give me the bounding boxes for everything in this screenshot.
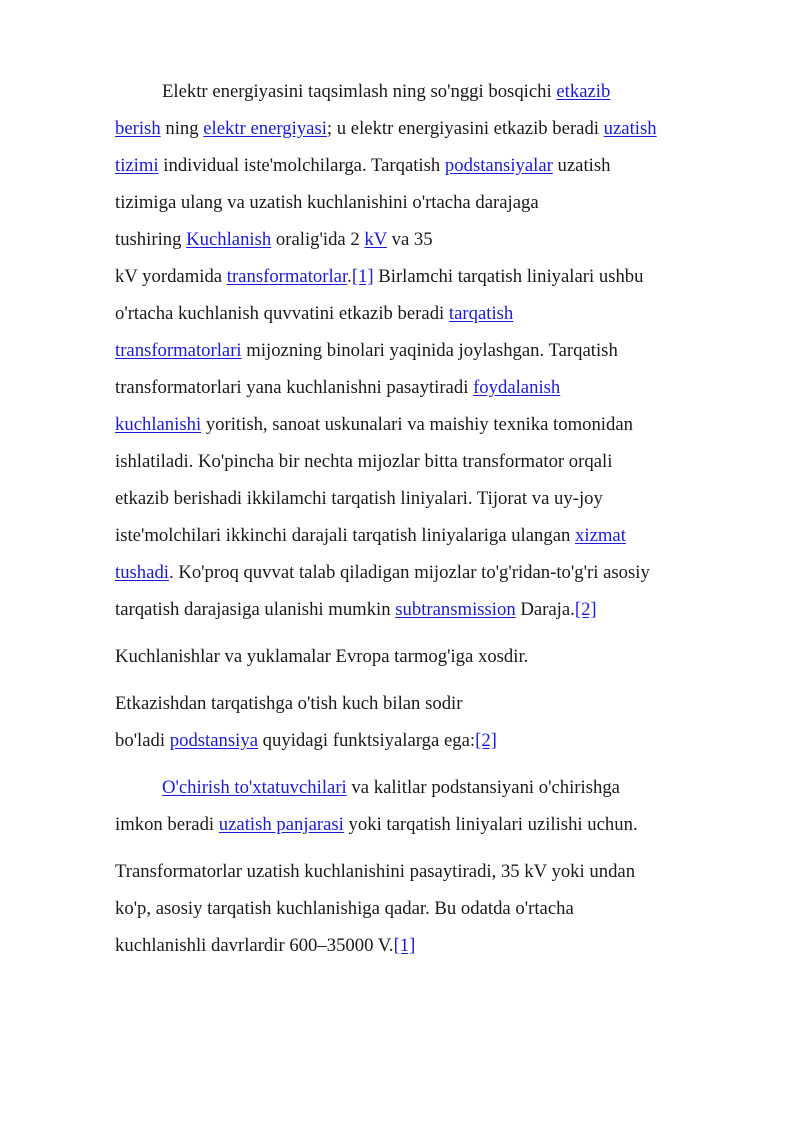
text-run: kV yordamida	[115, 266, 227, 287]
link-tarqatish-transformatorlari-2[interactable]: transformatorlari	[115, 340, 242, 361]
text-run: kuchlanishli davrlardir 600–35000 V.	[115, 935, 394, 956]
link-transformatorlar[interactable]: transformatorlar	[226, 266, 348, 287]
text-run: o'rtacha kuchlanish quvvatini etkazib beradi	[115, 303, 449, 324]
text-run: tizimiga ulang va uzatish kuchlanishini o'rtacha darajaga	[115, 192, 539, 213]
link-uzatish-tizimi[interactable]: uzatish	[603, 118, 657, 139]
paragraph-transformers	[115, 853, 745, 964]
link-podstansiya[interactable]: podstansiya	[169, 730, 258, 751]
text-run: bo'ladi	[115, 730, 170, 751]
text-run: . Ko'proq quvvat talab qiladigan mijozlar to'g'ridan-to'g'ri asosiy	[168, 562, 650, 583]
link-xizmat-tushadi[interactable]: xizmat	[575, 525, 626, 546]
text-run: va 35	[386, 229, 433, 250]
link-tarqatish-transformatorlari[interactable]: tarqatish	[448, 303, 514, 324]
text-run: Etkazishdan tarqatishga o'tish kuch bilan sodir	[115, 693, 463, 714]
paragraph-substation-functions	[115, 685, 745, 759]
text-run: tarqatish darajasiga ulanishi mumkin	[115, 599, 396, 620]
text-run: Transformatorlar uzatish kuchlanishini pasaytiradi, 35 kV yoki undan	[115, 861, 636, 882]
link-xizmat-tushadi-2[interactable]: tushadi	[115, 562, 169, 583]
text-run: yoritish, sanoat uskunalari va maishiy texnika tomonidan	[201, 414, 633, 435]
text-run: iste'molchilari ikkinchi darajali tarqatish liniyalariga ulangan	[115, 525, 576, 546]
paragraph-circuit-breakers	[115, 769, 745, 843]
text-run: individual iste'molchilarga. Tarqatish	[158, 155, 445, 176]
text-run: oralig'ida 2	[271, 229, 365, 250]
link-kv[interactable]: kV	[364, 229, 387, 250]
citation-link-2[interactable]: [2]	[574, 599, 597, 620]
paragraph-distribution-intro	[115, 73, 745, 628]
link-foydalanish-kuchlanishi[interactable]: foydalanish	[473, 377, 561, 398]
citation-link-1[interactable]: [1]	[351, 266, 374, 287]
text-run: imkon beradi	[115, 814, 219, 835]
link-elektr-energiyasi[interactable]: elektr energiyasi	[203, 118, 327, 139]
document-page	[115, 73, 745, 964]
text-run: Elektr energiyasini taqsimlash ning so'nggi bosqichi	[162, 81, 557, 102]
text-run: ning	[160, 118, 204, 139]
text-run: ishlatiladi. Ko'pincha bir nechta mijozlar bitta transformator orqali	[115, 451, 613, 472]
text-run: ; u elektr energiyasini etkazib beradi	[326, 118, 604, 139]
text-run: uzatish	[552, 155, 611, 176]
text-run: .	[347, 266, 352, 287]
citation-link-1b[interactable]: [1]	[393, 935, 416, 956]
text-run: va kalitlar podstansiyani o'chirishga	[346, 777, 620, 798]
link-etkazib-berish-2[interactable]: berish	[115, 118, 161, 139]
text-run: yoki tarqatish liniyalari uzilishi uchun.	[343, 814, 638, 835]
link-uzatish-tizimi-2[interactable]: tizimi	[115, 155, 159, 176]
paragraph-european-grid	[115, 638, 745, 675]
text-run: mijozning binolari yaqinida joylashgan. Tarqatish	[241, 340, 618, 361]
text-run: Kuchlanishlar va yuklamalar Evropa tarmog'iga xosdir.	[115, 646, 529, 667]
link-foydalanish-kuchlanishi-2[interactable]: kuchlanishi	[115, 414, 202, 435]
text-run: Daraja.	[515, 599, 575, 620]
text-run: etkazib berishadi ikkilamchi tarqatish liniyalari. Tijorat va uy-joy	[115, 488, 603, 509]
link-etkazib-berish[interactable]: etkazib	[556, 81, 611, 102]
link-uzatish-panjarasi[interactable]: uzatish panjarasi	[218, 814, 344, 835]
link-kuchlanish[interactable]: Kuchlanish	[186, 229, 272, 250]
link-subtransmission[interactable]: subtransmission	[395, 599, 516, 620]
text-run: transformatorlari yana kuchlanishni pasaytiradi	[115, 377, 474, 398]
text-run: ko'p, asosiy tarqatish kuchlanishiga qadar. Bu odatda o'rtacha	[115, 898, 574, 919]
link-podstansiyalar[interactable]: podstansiyalar	[444, 155, 553, 176]
text-run: Birlamchi tarqatish liniyalari ushbu	[373, 266, 644, 287]
text-run: quyidagi funktsiyalarga ega:	[258, 730, 476, 751]
link-ochirish-toxtatuvchilari[interactable]: O'chirish to'xtatuvchilari	[162, 777, 347, 798]
citation-link-2b[interactable]: [2]	[475, 730, 497, 751]
text-run: tushiring	[115, 229, 187, 250]
